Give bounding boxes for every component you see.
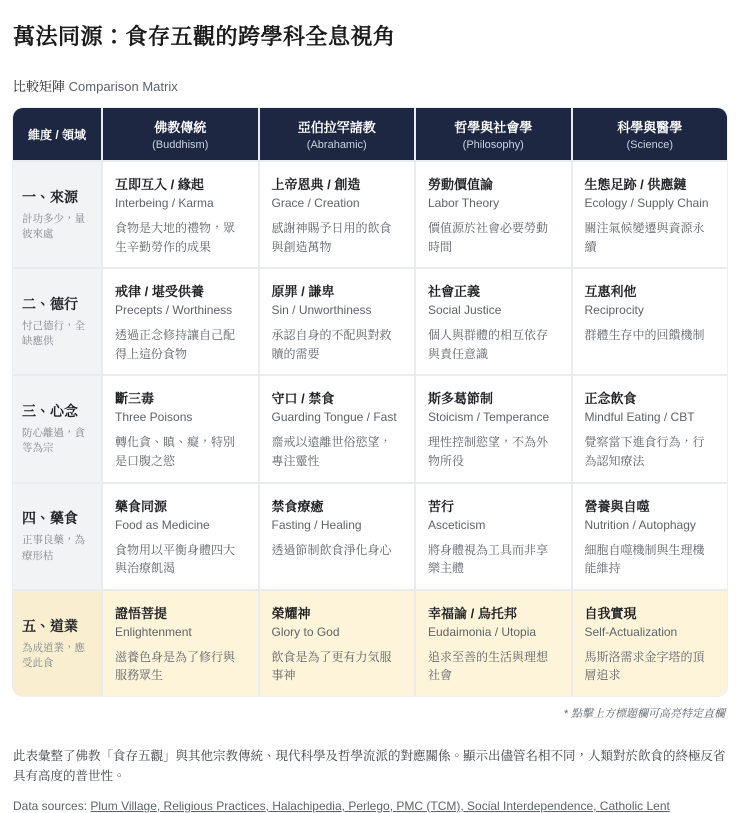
- row-label: 五、道業: [22, 617, 78, 634]
- cell-title: 勞動價值論: [428, 177, 494, 192]
- matrix-cell: [260, 269, 415, 374]
- column-header-en: (Science): [626, 139, 673, 151]
- cell-subtitle: Social Justice: [428, 303, 502, 318]
- matrix-cell: [260, 591, 415, 696]
- row-label-cell: [13, 162, 101, 267]
- row-label: 三、心念: [22, 403, 78, 420]
- cell-title: 營養與自噬: [584, 498, 650, 514]
- matrix-cell: [103, 376, 258, 481]
- cell-description: 理性控制慾望，不為外物所役: [428, 435, 549, 468]
- row-label: 一、來源: [22, 188, 78, 205]
- column-header-en: (Buddhism): [152, 139, 209, 151]
- column-header-en: (Abrahamic): [306, 139, 367, 151]
- row-label-cell: [13, 484, 101, 589]
- matrix-cell: [103, 269, 258, 374]
- matrix-cell: [103, 162, 258, 267]
- data-sources-label: Data sources:: [13, 798, 88, 813]
- cell-description: 轉化貪、瞋、癡，特別是口腹之慾: [115, 435, 236, 468]
- column-header-abrahamic[interactable]: [260, 108, 415, 160]
- source-link-halachipedia[interactable]: Halachipedia ,: [272, 799, 348, 813]
- matrix-cell: [416, 376, 571, 481]
- cell-description: 透過正念修持讓自己配得上這份食物: [115, 328, 236, 361]
- column-header-en: (Philosophy): [462, 139, 524, 151]
- cell-description: 食物用以平衡身體四大與治療飢渴: [115, 542, 236, 576]
- matrix-cell: [260, 162, 415, 267]
- matrix-cell: [573, 591, 728, 696]
- section-subtitle-en: Comparison Matrix: [68, 79, 178, 94]
- cell-title: 禁食療癒: [271, 498, 324, 514]
- cell-description: 細胞自噬機制與生理機能維持: [584, 542, 705, 576]
- cell-subtitle: Precepts / Worthiness: [115, 303, 233, 318]
- cell-subtitle: Glory to God: [271, 624, 340, 639]
- column-header-zh: 哲學與社會學: [454, 120, 533, 135]
- cell-title: 幸福論 / 烏托邦: [428, 605, 517, 621]
- cell-subtitle: Self-Actualization: [584, 624, 678, 639]
- cell-subtitle: Nutrition / Autophagy: [584, 517, 696, 532]
- cell-subtitle: Fasting / Healing: [271, 517, 362, 532]
- cell-description: 將身體視為工具而非享樂主體: [428, 542, 549, 576]
- source-link-social-interdependence[interactable]: Social Interdependence ,: [467, 799, 600, 813]
- table-footnote: * 點擊上方標題欄可高亮特定直欄: [563, 707, 725, 720]
- cell-description: 滋養色身是為了修行與服務眾生: [115, 649, 236, 683]
- column-header-philosophy[interactable]: [416, 108, 571, 160]
- matrix-cell: [416, 484, 571, 589]
- row-label: 四、藥食: [22, 510, 78, 527]
- cell-subtitle: Eudaimonia / Utopia: [428, 624, 537, 639]
- cell-title: 自我實現: [584, 605, 637, 621]
- source-link-catholic-lent[interactable]: Catholic Lent: [599, 798, 670, 813]
- cell-description: 齋戒以遠離世俗慾望，專注靈性: [271, 435, 392, 468]
- row-sublabel: 計功多少，量彼來處: [22, 212, 85, 241]
- cell-description: 透過節制飲食淨化身心: [271, 542, 392, 557]
- cell-description: 個人與群體的相互依存與責任意識: [428, 328, 549, 361]
- page-title: 萬法同源：食存五觀的跨學科全息視角: [13, 24, 396, 49]
- matrix-cell: [416, 162, 571, 267]
- matrix-cell: [573, 484, 728, 589]
- cell-description: 群體生存中的回饋機制: [584, 328, 705, 343]
- row-label: 二、德行: [22, 296, 78, 313]
- cell-subtitle: Grace / Creation: [271, 196, 360, 210]
- corner-header-cell: [13, 108, 101, 160]
- column-header-buddhism[interactable]: [103, 108, 258, 160]
- cell-title: 斯多葛節制: [428, 391, 494, 407]
- matrix-cell: [260, 376, 415, 481]
- matrix-cell: [416, 269, 571, 374]
- matrix-cell: [573, 162, 728, 267]
- cell-subtitle: Labor Theory: [428, 196, 500, 210]
- cell-title: 苦行: [428, 498, 455, 514]
- cell-subtitle: Reciprocity: [584, 303, 644, 318]
- source-link-plum-village[interactable]: Plum Village ,: [90, 799, 163, 813]
- row-label-cell: [13, 269, 101, 374]
- cell-title: 上帝恩典 / 創造: [271, 177, 361, 192]
- column-header-science[interactable]: [573, 108, 728, 160]
- row-sublabel: 忖己德行，全缺應供: [22, 320, 85, 348]
- section-subtitle-zh: 比較矩陣: [13, 79, 66, 94]
- cell-title: 社會正義: [428, 284, 481, 300]
- cell-description: 感謝神賜予日用的飲食與創造萬物: [271, 221, 392, 254]
- cell-title: 戒律 / 堪受供養: [115, 284, 204, 300]
- row-label-cell: [13, 376, 101, 481]
- cell-title: 互惠利他: [584, 284, 637, 300]
- cell-title: 原罪 / 謙卑: [271, 284, 335, 300]
- cell-description: 價值源於社會必要勞動時間: [428, 221, 549, 254]
- matrix-cell: [573, 376, 728, 481]
- data-sources: [13, 799, 727, 813]
- column-header-zh: 佛教傳統: [154, 120, 207, 135]
- cell-description: 馬斯洛需求金字塔的頂層追求: [584, 649, 705, 683]
- matrix-cell: [260, 484, 415, 589]
- column-header-zh: 科學與醫學: [617, 120, 683, 135]
- row-label-cell: [13, 591, 101, 696]
- cell-title: 榮耀神: [271, 605, 311, 621]
- cell-subtitle: Guarding Tongue / Fast: [271, 410, 397, 425]
- row-sublabel: 正事良藥，為療形枯: [22, 534, 85, 562]
- cell-subtitle: Enlightenment: [115, 624, 192, 639]
- cell-description: 承認自身的不配與對救贖的需要: [271, 328, 392, 361]
- cell-subtitle: Sin / Unworthiness: [271, 303, 372, 318]
- cell-description: 追求至善的生活與理想社會: [428, 649, 549, 683]
- cell-description: 覺察當下進食行為，行為認知療法: [584, 435, 705, 468]
- cell-description: 食物是大地的禮物，眾生辛勤勞作的成果: [115, 221, 236, 254]
- summary-paragraph: 此表彙整了佛教「食存五觀」與其他宗教傳統、現代科學及哲學流派的對應關係。顯示出儘管名相不同，人類對於飲食的終極反省具有高度的普世性。: [13, 748, 726, 783]
- cell-subtitle: Ecology / Supply Chain: [584, 196, 709, 210]
- cell-subtitle: Food as Medicine: [115, 517, 210, 532]
- section-subtitle: [13, 76, 727, 95]
- cell-title: 斷三毒: [115, 391, 155, 407]
- row-sublabel: 防心離過，貪等為宗: [22, 427, 85, 455]
- matrix-cell: [573, 269, 728, 374]
- source-link-perlego[interactable]: Perlego ,: [348, 799, 396, 813]
- cell-description: 關注氣候變遷與資源永續: [584, 221, 705, 254]
- cell-title: 互即互入 / 緣起: [115, 177, 204, 192]
- matrix-cell: [103, 484, 258, 589]
- corner-header-label: 維度 / 領域: [27, 127, 86, 142]
- cell-title: 正念飲食: [584, 391, 637, 407]
- cell-subtitle: Three Poisons: [115, 410, 193, 425]
- cell-title: 證悟菩提: [115, 605, 168, 621]
- cell-subtitle: Asceticism: [428, 517, 486, 532]
- cell-subtitle: Stoicism / Temperance: [428, 410, 550, 425]
- source-link-pmc-tcm[interactable]: PMC (TCM) ,: [396, 799, 467, 813]
- matrix-cell: [416, 591, 571, 696]
- cell-title: 藥食同源: [115, 498, 168, 514]
- cell-description: 飲食是為了更有力気服事神: [271, 649, 392, 683]
- column-header-zh: 亞伯拉罕諸教: [297, 120, 376, 135]
- comparison-matrix: [13, 108, 727, 696]
- matrix-cell: [103, 591, 258, 696]
- cell-title: 守口 / 禁食: [271, 391, 335, 407]
- cell-subtitle: Mindful Eating / CBT: [584, 410, 695, 425]
- source-link-religious-practices[interactable]: Religious Practices ,: [164, 799, 273, 813]
- row-sublabel: 為成道業，應受此食: [22, 641, 85, 669]
- cell-title: 生態足跡 / 供應鏈: [584, 177, 687, 192]
- cell-subtitle: Interbeing / Karma: [115, 196, 214, 210]
